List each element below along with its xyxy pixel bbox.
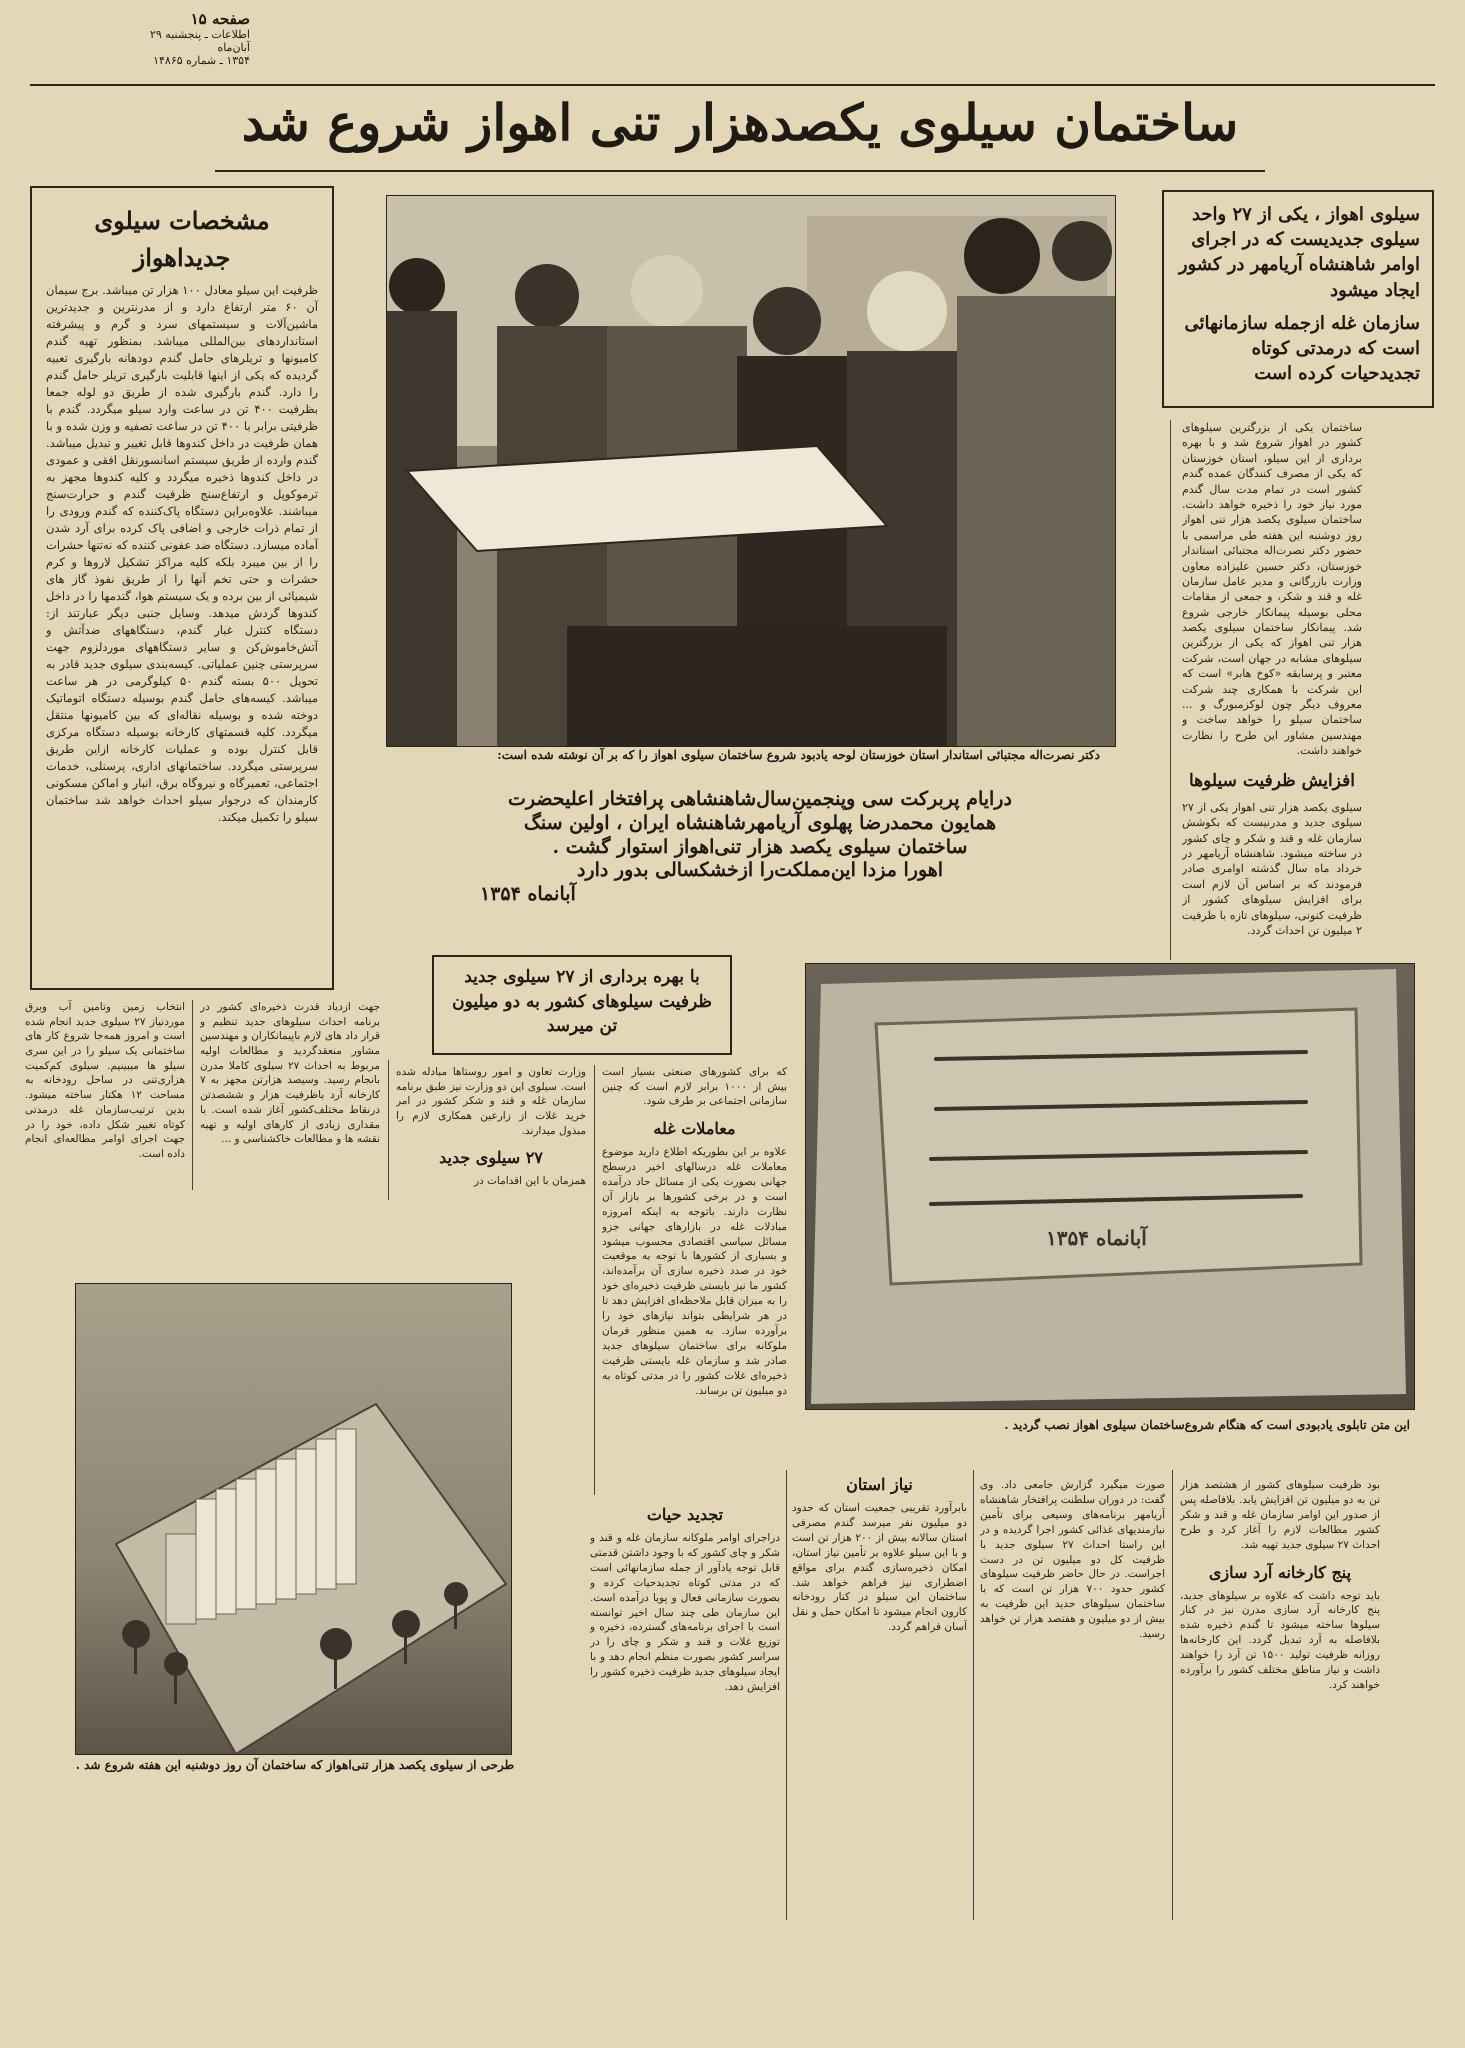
mid-headline-text: با بهره برداری از ۲۷ سیلوی جدید ظرفیت سیلوهای کشور به دو میلیون تن میرسد [452,967,712,1037]
mid-col-d-head: معاملات غله [653,1119,736,1139]
page-label: صفحه ۱۵ [190,10,250,28]
plaque-line-4: اهورا مزدا این‌مملکت‌را ازخشکسالی بدور دارد [576,859,944,882]
plaque-photo [805,963,1415,1410]
issue-line: ۱۳۵۴ ـ شماره ۱۴۸۶۵ [153,54,250,67]
bottom-col-4-intro: بود ظرفیت سیلوهای کشور از هشتصد هزار تن به دو میلیون تن افزایش یابد. بلافاصله پس از صدور این اوامر سازمان غله و قند و شکر کشور مطالعات لازم را آغاز کرد و طرح احداث ۲۷ سیلوی جدید تهیه شد. [1180,1479,1380,1551]
bottom-col-3: صورت میگیرد گزارش جامعی داد. وی گفت: در دوران سلطنت پرافتخار شاهنشاه آریامهر برنامه‌های وسیعی برای تأمین نیازمندیهای غذائی کشور اجرا گردیده و در این راستا احداث ۲۷ سیلوی جدید با ظرفیت کل دو میلیون تن در دست اجراست. در حال حاضر ظرفیت سیلوهای کشور حدود ۷۰۰ هزار تن است که با ساختمان سیلوهای جدید این ظرفیت به بیش از دو میلیون و هفتصد هزار تن خواهد رسید. [980,1479,1165,1641]
right-column-body-2: سیلوی یکصد هزار تنی اهواز یکی از ۲۷ سیلوی جدید و مدرنیست که بکوشش سازمان غله و قند و شکر و چای کشور در ساخته میشود. شاهنشاه آریامهر در خرداد ماه سال گذشته اوامری صادر فرمودند که بر اساس آن لازم است برای افزایش سیلوهای کشور از ظرفیت کنونی، سیلوهای تازه با ظرفیت ۲ میلیون تن احداث گردد. [1182,800,1362,937]
right-column-body-1: ساختمان یکی از بزرگترین سیلوهای کشور در اهواز شروع شد و با بهره برداری از این سیلو، استان خوزستان که یکی از مصرف کنندگان عمده گندم کشور است در تمام مدت سال گندم مورد نیاز خود را ذخیره خواهد داشت. ساختمان سیلوی یکصد هزار تنی اهواز روز دوشنبه این هفته طی مراسمی با حضور دکتر نصرت‌اله مجتبائی استاندار خوزستان، دکتر حسین علیزاده معاون وزارت بازرگانی و مدیر عامل سازمان غله و قند و شکر، و جمعی از مقامات محلی بوسیله پیمانکار خارجی شروع شد. پیمانکار ساختمان سیلوی یکصد هزار تنی اهواز که یکی از بزرگترین سیلوهای مشابه در جهان است، شرکت معتبر و پرسابقه «کوخ هابر» است که این شرکت با همکاری چند شرکت معروف دیگر چون لوکزمبورگ و ... ساختمان سیلو را خواهد ساخت و مهندسین مشاور این طرح را نظارت خواهند داشت. [1182,421,1362,758]
bottom-col-4-head: پنج کارخانه آرد سازی [1208,1562,1352,1582]
specs-body: ظرفیت این سیلو معادل ۱۰۰ هزار تن میباشد. برج سیمان آن ۶۰ متر ارتفاع دارد و از مدرنترین و جدیدترین ماشین‌آلات و سیستمهای سرد و گرم و پیشرفته استانداردهای بین‌المللی میباشد. بمنظور تهیه گندم کامیونها و تریلرهای حامل گندم دودهانه بارگیری تعبیه گردیده که یکی از اینها قابلیت بارگیری تریلر حامل گندم را دارد. گندم بارگیری شده از طریق دو لوله جمعا بظرفیت ۴۰۰ تن در ساعت وارد سیلو میگردد. گندم با ظرفیتی برابر با ۴۰۰ تن در ساعت تصفیه و وزن شده و با همان ظرفیت در داخل کندوها قابل تغییر و تبدیل میباشد. گندم وارده از طریق سیستم اسانسورنقل افقی و عمودی در داخل کندوها ذخیره میگردد و کلیه کندوها مجهز به ترموکوپل و ارتفاع‌سنج ظرفیت گندم و حرارت‌سنج میباشند. علاوه‌براین دستگاه پاک‌کننده که گندم ورودی را از تمام ذرات خارجی و اضافی پاک کرده برای آرد شدن آماده میسازد. دستگاه ضد عفونی کننده که نه‌تنها حشرات را از بین میبرد بلکه کلیه مراکز تشکیل لاروها و کرم حشرات و حتی تخم آنها را از طریق نفوذ گاز های شیمیائی از بین برده و یک سیستم هوا، گندمها را در داخل کندوها گردش میدهد. وسایل جنبی دیگر عبارتند از: دستگاه کنترل غبار گندم، دستگاههای ضدآتش و آتش‌خاموش‌کن و سایر دستگاههای موردلزوم جهت سرپرستی چنین عملیاتی. کیسه‌بندی سیلوی جدید قادر به تحویل ۵۰۰ بسته گندم ۵۰ کیلوگرمی در هر ساعت میباشد. کیسه‌های حامل گندم بوسیله دستگاه اتوماتیک دوخته شده و بوسیله نقاله‌ای که بین کامیونها منتقل میگردد. کلیه قسمتهای کارخانه بوسیله دستگاه مرکزی قابل کنترل بوده و عملیات کارخانه ازاین طریق سرپرستی میگردد. ساختمانهای اداری، پرسنلی، خدمات اجتماعی، تعمیرگاه و نیروگاه برق، انبار و اماکن مسکونی کارمندان که درجوار سیلو احداث خواهد شد ساختمان سیلو را تکمیل میکند. [46,283,319,825]
mid-col-c-head: ۲۷ سیلوی جدید [439,1148,543,1168]
bottom-col-1 [590,1505,780,1905]
main-headline: ساختمان سیلوی یکصدهزار تنی اهواز شروع شد [241,93,1239,152]
ceremony-photo-graphic [387,196,1115,746]
right-column-subhead: افزایش ظرفیت سیلوها [1189,770,1355,791]
bottom-col-4-body: باید توجه داشت که علاوه بر سیلوهای جدید، پنج کارخانه آرد سازی مدرن نیز در کنار سیلوها ساخته میشود تا گندم ذخیره شده بلافاصله به آرد تبدیل گردد. این کارخانه‌ها روزانه ظرفیت تولید ۱۵۰۰ تن آرد را خواهند داشت و نیاز مناطق مختلف کشور را برآورده خواهند کرد. [1180,1589,1380,1691]
plaque-line-2: همایون محمدرضا پهلوی آریامهرشاهنشاه ایران ، اولین سنگ [523,811,997,834]
plaque-engraved-year: آبانماه ۱۳۵۴ [1046,1226,1147,1250]
right-column-rule [1170,420,1171,960]
specs-box [30,186,334,990]
mid-col-rule-2 [388,1060,389,1200]
model-photo [75,1283,512,1755]
top-rule [30,84,1435,86]
bottom-col-4 [1180,1478,1380,1938]
main-photo-caption: دکتر نصرت‌اله مجتبائی استاندار استان خوزستان لوحه یادبود شروع ساختمان سیلوی اهواز را که بر آن نوشته شده است: [497,748,1100,762]
mid-col-c-body: وزارت تعاون و امور روستاها مبادله شده است. سیلوی این دو وزارت نیز طبق برنامه سازمان غله و قند و شکر کشور در امر خرید غلات از زارعین همکاری لازم را مبذول میدارند. [396,1066,586,1137]
bottom-col-1-head: تجدید حیات [646,1505,724,1524]
mid-col-rule-3 [594,1065,595,1495]
mid-col-a: انتخاب زمین وتامین آب وبرق موردنیاز ۲۷ سیلوی جدید انجام شده است و امروز همه‌جا شروع کار های ساختمانی یک سیلو را در این سری سیلو ها میبینیم. سیلوی کم‌کمیت هزاری‌تنی در ساحل رودخانه به‌ مساحت ۱۲ هکتار ساخته میشود. بدین ترتیب‌سازمان غله درمدتی کوتاه تغییر شکل داده، خود را در جهت اجرای اوامر مطالعه‌ای انجام داده است. [25,1001,185,1160]
headline-rule [215,170,1265,172]
plaque-photo-graphic [806,964,1414,1409]
main-photo [386,195,1116,747]
date-line: اطلاعات ـ پنجشنبه ۲۹ آبان‌ماه [149,28,250,54]
bottom-col-rule-3 [1172,1470,1173,1920]
mid-headline-box [432,955,732,1055]
mid-col-b: جهت ازدیاد قدرت ذخیره‌ای کشور در برنامه احداث سیلوهای جدید تنظیم و قرار داد های لازم باپیمانکاران و مهندسین مشاور منعقدگردید و مطالعات اولیه مربوط به احداث ۲۷ سیلوی کاملا مدرن بانجام رسید. وسیصد هزارتن مجهز به ۷ کارخانه آرد باظرفیت هزار و ششصدتن درنقاط مختلف‌کشور آغاز شده است. با مقداری زیادی از کارهای اولیه و تهیه نقشه ها و مطالعات خاکشناسی و ... [200,1001,380,1146]
right-lead-para-2: سازمان غله ازجمله سازمانهائی است که درمدتی کوتاه تجدیدحیات کرده است [1184,312,1420,385]
right-lead-para-1: سیلوی اهواز ، یکی از ۲۷ واحد سیلوی جدیدیست که در اجرای اوامر شاهنشاه آریامهر در کشور ایجاد میشود [1178,204,1420,301]
silo-model-graphic [76,1284,511,1754]
plaque-text-box [420,782,1100,938]
plaque-photo-caption: این متن تابلوی یادبودی است که هنگام شروع‌ساختمان سیلوی اهواز نصب گردید . [1004,1418,1410,1432]
mid-col-c-tail: همزمان با این اقدامات در [473,1175,586,1188]
right-lead-box [1162,190,1434,408]
bottom-col-1-body: دراجرای اوامر ملوکانه سازمان غله و قند و شکر و چای کشور که با وجود داشتن قدمتی قابل توجه یادآور از جمله سازمانهائی است که در مدتی کوتاه تجدیدحیات کرده و بصورت سازمانی فعال و پویا درآمده است. این سازمان طی چند سال اخیر توانسته است با اجرای برنامه‌های گسترده، ذخیره و توزیع غلات و قند و شکر و چای را در سراسر کشور بصورت منظم انجام دهد و با ایجاد سیلوهای جدید ظرفیت ذخیره کشور را افزایش دهد. [590,1532,780,1694]
specs-title-2: جدیداهواز [133,243,231,272]
masthead [120,10,250,67]
plaque-line-5: آبانماه ۱۳۵۴ [480,883,576,905]
bottom-col-rule-1 [786,1470,787,1920]
mid-col-c [396,1065,586,1215]
bottom-col-2-head: نیاز استان [846,1475,913,1494]
specs-title-1: مشخصات سیلوی [94,206,270,235]
bottom-col-2 [792,1475,967,1915]
mid-col-d-intro: که برای کشورهای صنعتی بسیار است بیش از ۱۰۰۰ برابر لازم است که چنین سازمانی اجتماعی بر طرف شود. [602,1066,787,1108]
bottom-col-rule-2 [973,1470,974,1920]
plaque-line-3: ساختمان سیلوی یکصد هزار تنی‌اهواز استوار گشت . [552,835,968,858]
mid-col-rule-1 [192,1000,193,1190]
bottom-col-2-body: بابرآورد تقریبی جمعیت استان که حدود دو میلیون نفر میرسد گندم مصرفی استان سالانه بیش از ۲۰۰ هزار تن است و با این سیلو علاوه بر تأمین نیاز استان، امکان ذخیره‌سازی گندم برای مواقع اضطراری نیز فراهم خواهد شد. ساختمان این سیلو در کنار رودخانه کارون انجام میشود تا امکان حمل و نقل آسان فراهم گردد. [792,1502,967,1634]
mid-col-d-body: علاوه بر این بطوریکه اطلاع دارید موضوع معاملات غله درسالهای اخیر درسطح جهانی بصورت یکی از مسائل حاد درآمده است و در برخی کشورها بر بازار آن نظارت دارند. باتوجه به اینکه امروزه مبادلات غله در بازارهای جهانی جزو مسائل سیاسی اقتصادی محسوب میشود و بسیاری از کشورها با توجه به موقعیت خود در صدد ذخیره سازی آن برآمده‌اند، کشور ما نیز بایستی ظرفیت ذخیره‌ای خود را به میزان قابل ملاحظه‌ای افزایش دهد تا در هر شرایطی بتواند نیازهای خود را برآورده سازد. به همین منظور فرمان ملوکانه برای ساختمان سیلوهای جدید صادر شد و سازمان غله بایستی ظرفیت ذخیره‌ای غلات کشور را در مدتی کوتاه به دو میلیون تن برساند. [602,1146,787,1397]
plaque-line-1: درایام پربرکت سی وپنجمین‌سال‌شاهنشاهی پرافتخار اعلیحضرت [508,788,1012,810]
model-photo-caption: طرحی از سیلوی یکصد هزار تنی‌اهواز که ساختمان آن روز دوشنبه این هفته شروع شد . [75,1758,515,1772]
